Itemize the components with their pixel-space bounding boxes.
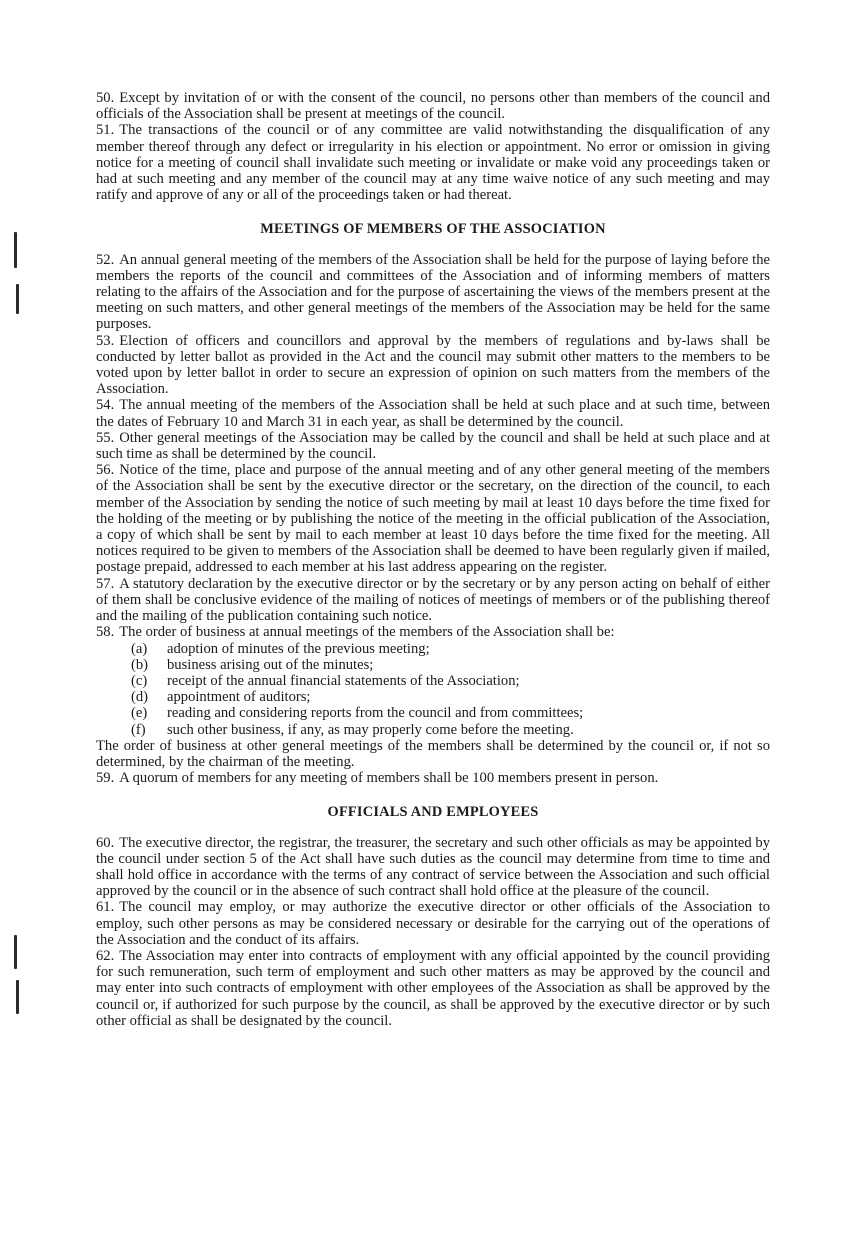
paragraph-number: 62. (96, 947, 115, 964)
paragraph-51 (96, 122, 770, 203)
list-item (96, 705, 770, 721)
list-item-label: (f) (131, 721, 146, 738)
paragraph-text: Election of officers and councillors and approval by the members of regulations and by-laws shall be conducted by letter ballot as provided in the Act and the council may submit other matters to the members to be voted upon by letter ballot in order to secure an expression of opinion on such matters from the members of the Association. (96, 332, 770, 398)
paragraph-50 (96, 90, 770, 122)
scan-mark (16, 980, 19, 1014)
paragraph-number: 57. (96, 575, 115, 592)
list-item-text: reading and considering reports from the council and from committees; (167, 705, 584, 722)
paragraph-text: An annual general meeting of the members of the Association shall be held for the purpose of laying before the members the reports of the council and committees of the Association and of informing members of matters relating to the affairs of the Association and for the purpose of ascertaining the views of the members present at the meeting on such matters, and other general meetings of the members of the Association may be held for the same purposes. (96, 251, 770, 333)
list-item-label: (c) (131, 672, 148, 689)
list-item-text: business arising out of the minutes; (167, 656, 374, 673)
document-page (96, 90, 770, 1029)
paragraph-number: 50. (96, 90, 115, 106)
paragraph-number: 56. (96, 462, 115, 479)
paragraph-text: A quorum of members for any meeting of members shall be 100 members present in person. (119, 770, 659, 787)
paragraph-text: The executive director, the registrar, the treasurer, the secretary and such other officials as may be appointed by the council under section 5 of the Act shall have such duties as the council may determine from time to time and shall hold office in accordance with the terms of any contract of service between the Association and such official approved by the council or in the absence of such contract shall hold office at the pleasure of the council. (96, 834, 770, 900)
list-item-label: (b) (131, 656, 149, 673)
paragraph-58 (96, 624, 770, 640)
paragraph-text: The order of business at annual meetings of the members of the Association shall be: (119, 624, 615, 641)
list-item (96, 722, 770, 738)
paragraph-56 (96, 462, 770, 575)
paragraph-62 (96, 948, 770, 1029)
paragraph-53 (96, 333, 770, 398)
order-of-business-list (96, 641, 770, 738)
list-item (96, 657, 770, 673)
paragraph-text: The council may employ, or may authorize the executive director or other officials of the Association to employ, such other persons as may be considered necessary or desirable for the carrying out of the operations of the Association and the conduct of its affairs. (96, 899, 770, 948)
paragraph-text: The Association may enter into contracts of employment with any official appointed by the council providing for such remuneration, such term of employment and such other matters as may be approved by the council and may enter into such contracts of employment with other employees of the Association as shall be approved by the council or, if authorized for such purpose by the council, as shall be approved by the executive director or by such other official as shall be designated by the council. (96, 947, 770, 1029)
section-heading-meetings: MEETINGS OF MEMBERS OF THE ASSOCIATION (260, 221, 606, 238)
paragraph-number: 60. (96, 834, 115, 851)
paragraph-text: Notice of the time, place and purpose of the annual meeting and of any other general meeting of the members of the Association shall be sent by the executive director or the secretary, on the direction of the council, to each member of the Association by sending the notice of such meeting by mail at least 10 days before the time fixed for the holding of the meeting or by publishing the notice of the meeting in the official publication of the Association, a copy of which shall be sent by mail to each member at least 10 days before the time fixed for the meeting. All notices required to be given to members of the Association shall be deemed to have been regularly given if mailed, postage prepaid, addressed to each member at his last address appearing on the register. (96, 462, 770, 576)
paragraph-number: 52. (96, 251, 115, 268)
paragraph-text: Other general meetings of the Association may be called by the council and shall be held at such place and at such time as shall be determined by the council. (96, 429, 770, 463)
list-item-text: receipt of the annual financial statements of the Association; (167, 672, 520, 689)
list-item (96, 641, 770, 657)
paragraph-61 (96, 899, 770, 948)
paragraph-text: The transactions of the council or of any committee are valid notwithstanding the disqualification of any member thereof through any defect or irregularity in his election or appointment. No error or omission in giving notice for a meeting of council shall invalidate such meeting or invalidate or make void any proceedings taken or had at such meeting and any member of the council may at any time waive notice of any such meeting and may ratify and approve of any or all of the proceedings taken or had thereat. (96, 122, 770, 204)
paragraph-number: 59. (96, 770, 115, 787)
list-item-label: (a) (131, 640, 148, 657)
scan-mark (14, 935, 17, 969)
list-item (96, 689, 770, 705)
list-item-label: (d) (131, 689, 149, 706)
paragraph-number: 54. (96, 397, 115, 414)
paragraph-54 (96, 397, 770, 429)
paragraph-57 (96, 576, 770, 625)
paragraph-number: 51. (96, 122, 115, 139)
section-heading-officials: OFFICIALS AND EMPLOYEES (327, 804, 539, 821)
list-item-text: adoption of minutes of the previous meeting; (167, 640, 430, 657)
list-item (96, 673, 770, 689)
paragraph-60 (96, 835, 770, 900)
list-item-label: (e) (131, 705, 148, 722)
paragraph-text: A statutory declaration by the executive director or by the secretary or by any person acting on behalf of either of them shall be conclusive evidence of the mailing of notices of meetings of members or of the publishing thereof and the mailing of the publication containing such notice. (96, 575, 770, 625)
list-item-text: such other business, if any, as may properly come before the meeting. (167, 721, 574, 738)
paragraph-number: 55. (96, 429, 115, 446)
paragraph-55 (96, 430, 770, 462)
paragraph-58-continuation: The order of business at other general meetings of the members shall be determined by the council or, if not so determined, by the chairman of the meeting. (96, 737, 770, 770)
paragraph-number: 61. (96, 899, 115, 916)
paragraph-text: Except by invitation of or with the consent of the council, no persons other than members of the council and officials of the Association shall be present at meetings of the council. (96, 90, 770, 123)
paragraph-number: 53. (96, 332, 115, 349)
scan-mark (16, 284, 19, 314)
paragraph-text: The annual meeting of the members of the Association shall be held at such place and at such time, between the dates of February 10 and March 31 in each year, as shall be determined by the council. (96, 397, 770, 430)
paragraph-number: 58. (96, 624, 115, 641)
list-item-text: appointment of auditors; (167, 689, 311, 706)
scan-mark (14, 232, 17, 268)
paragraph-59 (96, 770, 770, 786)
paragraph-52 (96, 252, 770, 333)
